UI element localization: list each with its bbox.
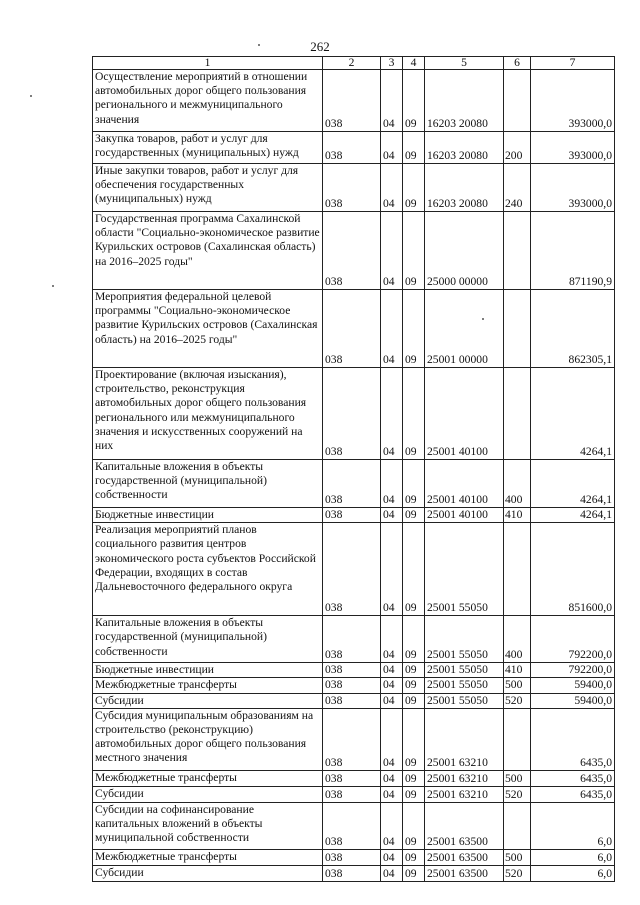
table-row [93,523,615,616]
row-code-subsection: 09 [403,523,425,616]
row-code-subsection: 09 [403,678,425,693]
row-code-expense-type: 500 [504,770,531,786]
table-row [93,132,615,164]
table-row [93,70,615,132]
table-row [93,786,615,802]
row-code-target: 16203 20080 [425,70,504,132]
row-code-section: 04 [381,508,403,523]
row-code-section: 04 [381,523,403,616]
column-header: 2 [323,57,381,70]
row-code-subsection: 09 [403,802,425,849]
row-code-admin: 038 [323,616,381,663]
table-row [93,865,615,881]
row-name: Субсидии [93,786,323,802]
row-code-admin: 038 [323,663,381,678]
row-code-section: 04 [381,770,403,786]
column-header: 7 [531,57,615,70]
row-code-expense-type: 410 [504,508,531,523]
row-code-admin: 038 [323,770,381,786]
table-row [93,678,615,693]
row-code-section: 04 [381,663,403,678]
row-code-subsection: 09 [403,849,425,865]
row-code-target: 25001 63500 [425,802,504,849]
row-code-subsection: 09 [403,663,425,678]
row-name: Субсидии [93,865,323,881]
row-code-section: 04 [381,460,403,508]
row-amount: 4264,1 [531,368,615,460]
row-code-section: 04 [381,786,403,802]
row-code-target: 25001 63210 [425,708,504,770]
row-code-section: 04 [381,865,403,881]
row-code-section: 04 [381,849,403,865]
row-name: Реализация мероприятий планов социального развития центров экономического роста субъектов Российской Федерации, входящих в состав Дальневосточного федерального округа [93,523,323,616]
row-code-subsection: 09 [403,368,425,460]
row-name: Межбюджетные трансферты [93,678,323,693]
row-name: Капитальные вложения в объекты государственной (муниципальной) собственности [93,616,323,663]
row-name: Субсидии на софинансирование капитальных вложений в объекты муниципальной собственности [93,802,323,849]
row-code-target: 25000 00000 [425,212,504,290]
row-amount: 6435,0 [531,708,615,770]
table-row [93,802,615,849]
row-code-admin: 038 [323,693,381,708]
row-code-admin: 038 [323,212,381,290]
table-row [93,663,615,678]
table-row [93,368,615,460]
column-header-row [93,57,615,70]
row-code-admin: 038 [323,368,381,460]
row-code-expense-type [504,290,531,368]
row-code-section: 04 [381,212,403,290]
row-code-subsection: 09 [403,708,425,770]
row-code-section: 04 [381,164,403,212]
row-code-section: 04 [381,708,403,770]
row-code-section: 04 [381,802,403,849]
table-row [93,693,615,708]
row-code-subsection: 09 [403,693,425,708]
page-number: 262 [310,39,330,54]
row-code-expense-type [504,708,531,770]
row-amount: 6,0 [531,849,615,865]
row-code-target: 25001 40100 [425,508,504,523]
row-code-target: 25001 63210 [425,770,504,786]
row-code-admin: 038 [323,70,381,132]
table-row [93,290,615,368]
row-code-target: 16203 20080 [425,132,504,164]
row-code-expense-type: 410 [504,663,531,678]
table-row [93,508,615,523]
row-code-admin: 038 [323,708,381,770]
table-row [93,460,615,508]
row-amount: 871190,9 [531,212,615,290]
row-code-subsection: 09 [403,460,425,508]
row-code-subsection: 09 [403,865,425,881]
row-code-subsection: 09 [403,786,425,802]
row-code-section: 04 [381,70,403,132]
row-amount: 792200,0 [531,663,615,678]
row-code-target: 25001 63210 [425,786,504,802]
row-code-expense-type [504,70,531,132]
row-name: Капитальные вложения в объекты государственной (муниципальной) собственности [93,460,323,508]
row-name: Межбюджетные трансферты [93,770,323,786]
scan-speck [52,285,54,287]
scan-speck [482,318,484,320]
table-row [93,708,615,770]
row-code-admin: 038 [323,164,381,212]
row-code-expense-type: 520 [504,693,531,708]
row-code-admin: 038 [323,865,381,881]
table-row [93,212,615,290]
row-code-subsection: 09 [403,290,425,368]
row-code-target: 25001 63500 [425,865,504,881]
row-amount: 393000,0 [531,164,615,212]
scan-speck [258,44,260,46]
row-code-admin: 038 [323,460,381,508]
row-code-section: 04 [381,132,403,164]
row-code-expense-type [504,212,531,290]
row-amount: 851600,0 [531,523,615,616]
budget-table [92,56,615,882]
row-code-expense-type: 500 [504,678,531,693]
row-code-section: 04 [381,693,403,708]
row-name: Государственная программа Сахалинской области "Социально-экономическое развитие Курильских островов (Сахалинская область) на 2016–2025 годы" [93,212,323,290]
row-code-admin: 038 [323,849,381,865]
row-name: Мероприятия федеральной целевой программы "Социально-экономическое развитие Курильских островов (Сахалинская область) на 2016–2025 годы" [93,290,323,368]
row-code-subsection: 09 [403,508,425,523]
row-name: Бюджетные инвестиции [93,663,323,678]
row-code-admin: 038 [323,508,381,523]
row-amount: 59400,0 [531,693,615,708]
row-code-expense-type: 400 [504,460,531,508]
row-code-admin: 038 [323,802,381,849]
row-code-target: 25001 55050 [425,693,504,708]
row-name: Закупка товаров, работ и услуг для государственных (муниципальных) нужд [93,132,323,164]
row-name: Субсидия муниципальным образованиям на строительство (реконструкцию) автомобильных дорог общего пользования местного значения [93,708,323,770]
row-code-admin: 038 [323,523,381,616]
row-amount: 862305,1 [531,290,615,368]
row-amount: 4264,1 [531,508,615,523]
table-row [93,770,615,786]
row-code-admin: 038 [323,132,381,164]
row-code-target: 25001 00000 [425,290,504,368]
row-name: Межбюджетные трансферты [93,849,323,865]
row-name: Осуществление мероприятий в отношении автомобильных дорог общего пользования регионального и межмуниципального значения [93,70,323,132]
row-name: Бюджетные инвестиции [93,508,323,523]
table-row [93,616,615,663]
row-amount: 6,0 [531,865,615,881]
row-name: Иные закупки товаров, работ и услуг для обеспечения государственных (муниципальных) нужд [93,164,323,212]
row-code-target: 25001 63500 [425,849,504,865]
row-amount: 6435,0 [531,786,615,802]
row-code-section: 04 [381,678,403,693]
row-code-subsection: 09 [403,212,425,290]
row-code-target: 25001 40100 [425,460,504,508]
row-amount: 792200,0 [531,616,615,663]
scan-speck [30,95,32,97]
row-code-target: 25001 55050 [425,616,504,663]
row-code-expense-type: 200 [504,132,531,164]
row-code-admin: 038 [323,290,381,368]
row-code-admin: 038 [323,678,381,693]
row-code-expense-type: 240 [504,164,531,212]
row-code-subsection: 09 [403,132,425,164]
row-code-section: 04 [381,368,403,460]
row-code-subsection: 09 [403,70,425,132]
row-code-target: 16203 20080 [425,164,504,212]
row-code-target: 25001 55050 [425,678,504,693]
row-code-subsection: 09 [403,164,425,212]
row-amount: 393000,0 [531,70,615,132]
row-amount: 59400,0 [531,678,615,693]
row-code-expense-type [504,802,531,849]
row-amount: 4264,1 [531,460,615,508]
table-row [93,849,615,865]
row-code-admin: 038 [323,786,381,802]
column-header: 6 [504,57,531,70]
row-code-expense-type [504,523,531,616]
column-header: 4 [403,57,425,70]
row-code-expense-type [504,368,531,460]
row-amount: 6,0 [531,802,615,849]
row-code-expense-type: 520 [504,786,531,802]
row-amount: 6435,0 [531,770,615,786]
row-code-section: 04 [381,290,403,368]
row-code-target: 25001 40100 [425,368,504,460]
column-header: 1 [93,57,323,70]
row-code-target: 25001 55050 [425,523,504,616]
row-code-section: 04 [381,616,403,663]
row-name: Проектирование (включая изыскания), строительство, реконструкция автомобильных дорог общего пользования регионального или межмуниципального значения и искусственных сооружений на них [93,368,323,460]
row-code-expense-type: 500 [504,849,531,865]
row-code-target: 25001 55050 [425,663,504,678]
row-code-subsection: 09 [403,770,425,786]
column-header: 5 [425,57,504,70]
column-header: 3 [381,57,403,70]
row-code-expense-type: 400 [504,616,531,663]
table-row [93,164,615,212]
row-name: Субсидии [93,693,323,708]
row-code-expense-type: 520 [504,865,531,881]
row-amount: 393000,0 [531,132,615,164]
row-code-subsection: 09 [403,616,425,663]
